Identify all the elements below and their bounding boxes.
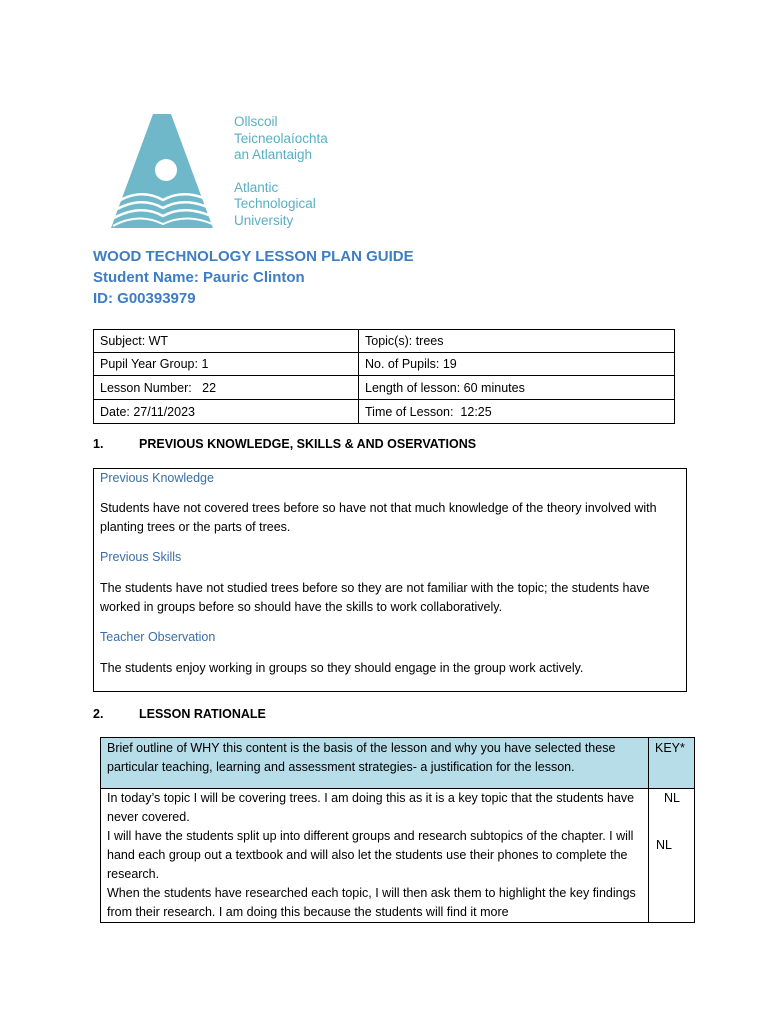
logo-line: Teicneolaíochta [234, 130, 328, 146]
paragraph: In today’s topic I will be covering trees. I am doing this as it is a key topic that the students have never covered. [107, 791, 635, 824]
subheading: Teacher Observation [100, 630, 216, 644]
logo-line: Atlantic [234, 179, 279, 195]
student-name: Student Name: Pauric Clinton [93, 269, 305, 286]
section-heading [93, 437, 476, 451]
logo-wordmark [234, 114, 328, 229]
table-row [94, 376, 675, 400]
table-cell: Length of lesson: 60 minutes [359, 376, 675, 400]
paragraph: Students have not covered trees before so have not that much knowledge of the theory involved with planting trees or the parts of trees. [100, 501, 657, 534]
key-body-cell [649, 789, 695, 923]
previous-knowledge-box [93, 468, 687, 692]
logo-line: University [234, 212, 294, 228]
lesson-rationale-table [100, 737, 695, 923]
document-header [93, 246, 414, 309]
paragraph: I will have the students split up into different groups and research subtopics of the chapter. I will hand each group out a textbook and will also let the students use their phones to complete the research. [107, 829, 634, 881]
logo-line: Ollscoil [234, 114, 278, 129]
section-heading [93, 707, 266, 721]
section-number: 1. [93, 437, 104, 451]
subheading: Previous Skills [100, 550, 182, 564]
subheading: Previous Knowledge [100, 471, 214, 485]
key-value: NL [664, 791, 680, 805]
table-cell: No. of Pupils: 19 [359, 353, 675, 376]
atu-emblem-icon [93, 88, 233, 236]
table-cell: Topic(s): trees [359, 330, 675, 353]
student-id: ID: G00393979 [93, 290, 196, 307]
section-title: LESSON RATIONALE [139, 707, 266, 721]
table-row [94, 330, 675, 353]
table-row [101, 789, 695, 923]
paragraph: When the students have researched each topic, I will then ask them to highlight the key findings from their research. I am doing this because the students will find it more [107, 886, 636, 919]
table-cell: Subject: WT [94, 330, 359, 353]
paragraph: The students enjoy working in groups so they should engage in the group work actively. [100, 661, 584, 675]
logo-line: an Atlantaigh [234, 147, 313, 162]
key-header-cell: KEY* [649, 738, 695, 789]
table-header-row [101, 738, 695, 789]
logo-line: Technological [234, 196, 316, 211]
table-cell: Time of Lesson: 12:25 [359, 400, 675, 424]
rationale-header-cell: Brief outline of WHY this content is the basis of the lesson and why you have selected these particular teaching, learning and assessment strategies- a justification for the lesson. [101, 738, 649, 789]
rationale-body-cell [101, 789, 649, 923]
document-title: WOOD TECHNOLOGY LESSON PLAN GUIDE [93, 248, 414, 265]
lesson-info-table [93, 329, 675, 424]
table-row [94, 353, 675, 376]
university-logo [93, 88, 343, 236]
section-title: PREVIOUS KNOWLEDGE, SKILLS & AND OSERVATIONS [139, 437, 477, 451]
table-cell: Lesson Number: 22 [94, 376, 359, 400]
table-row [94, 400, 675, 424]
table-cell: Date: 27/11/2023 [94, 400, 359, 424]
key-value: NL [656, 838, 672, 852]
table-cell: Pupil Year Group: 1 [94, 353, 359, 376]
paragraph: The students have not studied trees before so they are not familiar with the topic; the students have worked in groups before so should have the skills to work collaboratively. [100, 581, 650, 614]
section-number: 2. [93, 707, 104, 721]
